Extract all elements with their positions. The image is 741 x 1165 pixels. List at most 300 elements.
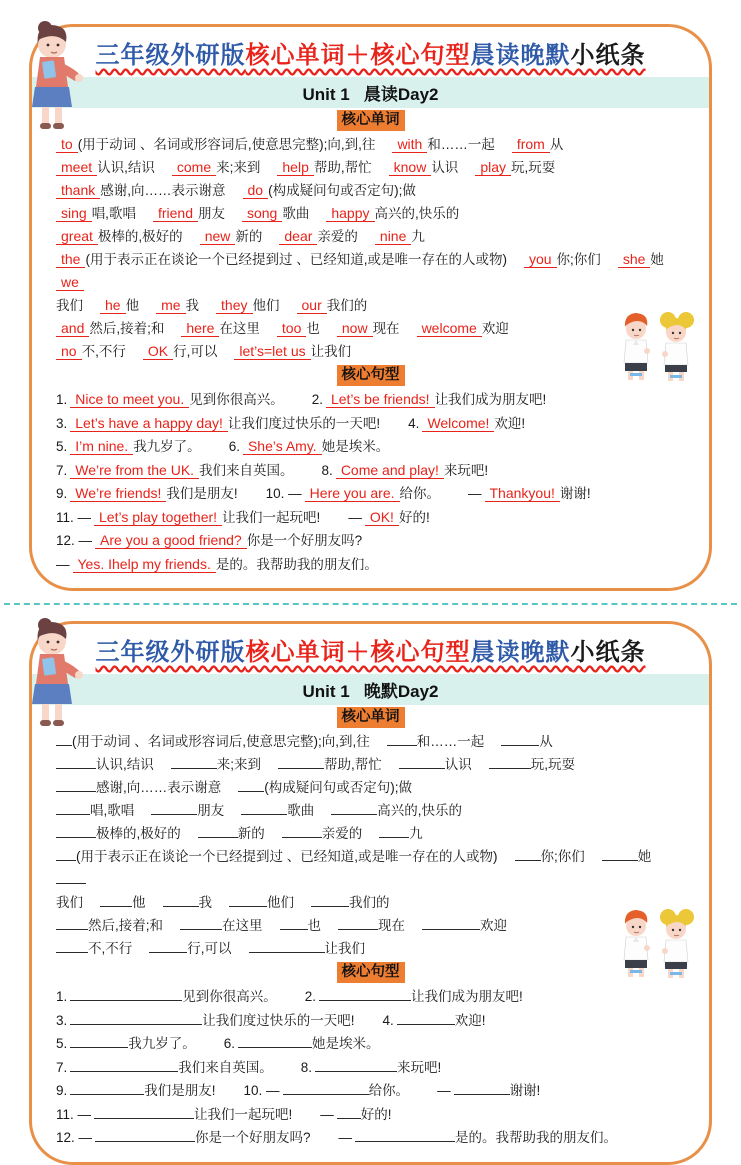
answer-blank (95, 1129, 195, 1142)
section-tag-core-sentences: 核心句型 (337, 962, 405, 983)
text-line (56, 730, 685, 753)
answer-blank (56, 756, 96, 769)
entry (56, 776, 221, 799)
sentence-list (56, 388, 685, 576)
answer-text: Here you are. (305, 485, 400, 502)
text-line (56, 1126, 685, 1150)
answer-blank (149, 940, 187, 953)
entry (229, 435, 390, 459)
answer-blank (70, 1012, 202, 1025)
entry (143, 340, 218, 363)
answer-text: welcome (417, 320, 482, 337)
chinese-meaning: 让我们一起玩吧! (194, 1106, 293, 1122)
entry (331, 799, 462, 822)
item-number: 1. (56, 392, 68, 407)
item-number: 4. (408, 415, 420, 431)
chinese-meaning: 帮助,帮忙 (324, 757, 382, 772)
answer-text: Let’s play together! (94, 509, 222, 526)
entry (56, 985, 277, 1009)
entry (515, 845, 585, 868)
entry (56, 133, 375, 156)
answer-text: song (242, 205, 282, 222)
chinese-meaning: 欢迎! (454, 1012, 486, 1028)
answer-text: no (56, 343, 82, 360)
chinese-meaning: 让我们成为朋友吧! (411, 989, 523, 1004)
answer-blank (454, 1082, 510, 1095)
answer-blank (515, 848, 541, 861)
chinese-meaning: 来玩吧! (443, 462, 489, 478)
chinese-meaning: 我 (198, 895, 212, 910)
item-number: 1. (56, 989, 68, 1004)
chinese-meaning: 行,可以 (173, 344, 218, 359)
answer-blank (249, 940, 325, 953)
answer-text: play (475, 159, 511, 176)
answer-blank (70, 1059, 178, 1072)
title-segment: 晨读晚默 (470, 639, 571, 666)
chinese-meaning: 在这里 (219, 321, 260, 336)
chinese-meaning: 我九岁了。 (128, 1036, 196, 1051)
item-number: 9. (56, 486, 68, 501)
entry (56, 1009, 355, 1033)
item-number: 10. — (243, 1083, 280, 1098)
chinese-meaning: 不,不行 (81, 344, 126, 359)
chinese-meaning: 欢迎 (480, 918, 508, 933)
item-number: — (348, 509, 362, 525)
chinese-meaning: 他们 (252, 298, 280, 313)
answer-text: too (277, 320, 306, 337)
answer-blank (280, 917, 308, 930)
page-title (56, 630, 685, 667)
chinese-meaning: 和……一起 (427, 137, 495, 152)
entry (151, 799, 224, 822)
chinese-meaning: 现在 (378, 918, 406, 933)
answer-text: dear (279, 228, 317, 245)
chinese-meaning: 欢迎! (494, 415, 526, 431)
entry (56, 271, 84, 294)
text-line (56, 412, 685, 436)
entry (322, 459, 489, 483)
chinese-meaning: 让我们一起玩吧! (222, 509, 321, 525)
item-number: 6. (223, 1036, 236, 1051)
entry (238, 776, 412, 799)
answer-blank (151, 802, 197, 815)
chinese-meaning: 来;来到 (216, 757, 262, 772)
chinese-meaning: 我们的 (326, 298, 368, 313)
answer-blank (283, 1082, 369, 1095)
answer-text: you (524, 251, 557, 268)
item-number: 7. (56, 1059, 68, 1075)
entry (56, 482, 238, 506)
chinese-meaning: 亲爱的 (317, 229, 358, 244)
item-number: 3. (56, 1012, 68, 1028)
chinese-meaning: 极棒的,极好的 (96, 826, 181, 841)
section-tag-core-sentences: 核心句型 (337, 365, 405, 386)
entry (56, 225, 183, 248)
answer-text: Let’s be friends! (326, 391, 435, 408)
chinese-meaning: 九 (411, 229, 425, 244)
chinese-meaning: 你;你们 (540, 849, 585, 864)
entry (56, 294, 83, 317)
chinese-meaning: 让我们成为朋友吧! (434, 392, 547, 407)
item-number: 11. — (56, 1106, 92, 1122)
chinese-meaning: 好的! (360, 1106, 392, 1122)
chinese-meaning: 他 (125, 298, 140, 313)
text-line (56, 317, 685, 340)
chinese-meaning: 让我们度过快乐的一天吧! (202, 1012, 355, 1028)
chinese-meaning: 谢谢! (559, 486, 591, 501)
entry (326, 202, 459, 225)
chinese-meaning: 不,不行 (88, 941, 133, 956)
entry (224, 1032, 380, 1056)
answer-text: meet (56, 159, 97, 176)
chinese-meaning: 认识,结识 (97, 160, 155, 175)
chinese-meaning: (用于动词 、名词或形容词后,使意思完整);向,到,往 (72, 734, 370, 749)
chinese-meaning: 我们是朋友! (166, 486, 238, 501)
entry (149, 937, 231, 960)
title-segment: 三年级外研版 (95, 639, 246, 666)
entry (56, 1032, 196, 1056)
entry (277, 156, 371, 179)
answer-text: happy (326, 205, 374, 222)
chinese-meaning: 九 (409, 826, 423, 841)
answer-blank (56, 848, 76, 861)
answer-blank (238, 1035, 312, 1048)
section-tag-core-words: 核心单词 (337, 707, 405, 728)
chinese-meaning: 欢迎 (481, 321, 509, 336)
chinese-meaning: 让我们 (324, 941, 366, 956)
answer-blank (311, 894, 349, 907)
text-line (56, 156, 685, 179)
chinese-meaning: 给你。 (399, 486, 440, 501)
entry (56, 799, 134, 822)
chinese-meaning: 让我们 (310, 344, 352, 359)
entry (56, 553, 378, 577)
entry (437, 1079, 540, 1103)
entry (243, 179, 416, 202)
text-line (56, 294, 685, 317)
text-line (56, 202, 685, 225)
text-line (56, 753, 685, 776)
entry (339, 1126, 618, 1150)
entry (408, 412, 525, 436)
chinese-meaning: 你;你们 (556, 252, 601, 267)
entry (320, 1103, 391, 1127)
entry (301, 1056, 442, 1080)
answer-text: help (277, 159, 313, 176)
answer-blank (399, 756, 445, 769)
answer-text: now (337, 320, 373, 337)
text-line (56, 133, 685, 156)
item-number: 2. (311, 392, 323, 407)
entry (181, 317, 260, 340)
kids-mascots-icon (620, 904, 694, 996)
entry (489, 753, 575, 776)
chinese-meaning: 玩,玩耍 (530, 757, 576, 772)
answer-blank (56, 802, 90, 815)
answer-blank (331, 802, 377, 815)
chinese-meaning: 唱,歌唱 (90, 803, 135, 818)
section-tag-core-words: 核心单词 (337, 110, 405, 131)
chinese-meaning: 我们来自英国。 (178, 1059, 273, 1075)
text-line (56, 482, 685, 506)
worksheet-page (0, 24, 741, 1165)
answer-blank (198, 825, 238, 838)
chinese-meaning: 我们来自英国。 (199, 462, 294, 478)
chinese-meaning: 我们 (56, 298, 83, 313)
chinese-meaning: 歌曲 (282, 206, 310, 221)
text-line (56, 914, 685, 937)
text-line (56, 340, 685, 363)
entry (56, 1126, 311, 1150)
entry (338, 914, 405, 937)
text-line (56, 529, 685, 576)
answer-text: Nice to meet you. (70, 391, 189, 408)
entry (56, 435, 201, 459)
answer-text: know (389, 159, 432, 176)
chinese-meaning: 也 (307, 918, 322, 933)
text-line (56, 845, 685, 891)
entry (171, 753, 261, 776)
text-line (56, 776, 685, 799)
entry (234, 340, 351, 363)
word-list (56, 133, 685, 363)
text-line (56, 985, 685, 1009)
chinese-meaning: 是的。我帮助我的朋友们。 (215, 556, 378, 572)
text-line (56, 799, 685, 822)
entry (297, 294, 368, 317)
chinese-meaning: 我们的 (349, 895, 390, 910)
answer-text: OK! (365, 509, 399, 526)
entry (100, 891, 146, 914)
chinese-meaning: (用于表示正在谈论一个已经提到过 、已经知道,或是唯一存在的人或物) (76, 849, 498, 864)
answer-blank (278, 756, 324, 769)
entry (422, 914, 507, 937)
chinese-meaning: 高兴的,快乐的 (377, 803, 463, 818)
text-line (56, 1009, 685, 1033)
chinese-meaning: 行,可以 (187, 941, 232, 956)
answer-blank (56, 733, 72, 746)
answer-text: he (100, 297, 126, 314)
answer-text: and (56, 320, 89, 337)
chinese-meaning: 来;来到 (216, 160, 261, 175)
entry (379, 822, 423, 845)
entry (56, 248, 507, 271)
entry (56, 1103, 292, 1127)
chinese-meaning: 玩,玩耍 (511, 160, 556, 175)
answer-text: new (200, 228, 236, 245)
entry (56, 340, 126, 363)
entry (524, 248, 601, 271)
answer-blank (171, 756, 217, 769)
chinese-meaning: 新的 (237, 826, 265, 841)
text-line (56, 891, 685, 914)
text-line (56, 248, 685, 294)
chinese-meaning: (构成疑问句或否定句);做 (264, 780, 413, 795)
answer-blank (56, 779, 96, 792)
chinese-meaning: 见到你很高兴。 (189, 392, 284, 407)
answer-blank (56, 871, 86, 884)
answer-blank (355, 1129, 455, 1142)
entry (156, 294, 199, 317)
answer-blank (180, 917, 222, 930)
chinese-meaning: 认识 (431, 160, 459, 175)
entry (56, 459, 294, 483)
text-line (56, 388, 685, 412)
entry (280, 914, 322, 937)
chinese-meaning: 谢谢! (509, 1083, 541, 1098)
answer-blank (100, 894, 132, 907)
item-number: — (56, 556, 70, 572)
answer-text: here (181, 320, 219, 337)
entry (229, 891, 294, 914)
entry (277, 317, 320, 340)
text-line (56, 822, 685, 845)
entry (56, 822, 181, 845)
chinese-meaning: 我九岁了。 (133, 439, 201, 454)
item-number: 4. (382, 1012, 394, 1028)
answer-text: friend (153, 205, 198, 222)
entry (383, 1009, 486, 1033)
entry (56, 730, 370, 753)
entry (56, 1056, 273, 1080)
entry (56, 914, 163, 937)
entry (56, 937, 132, 960)
answer-text: me (156, 297, 185, 314)
item-number: 12. — (56, 1130, 93, 1145)
answer-text: we (56, 274, 84, 291)
answer-text: We’re from the UK. (70, 462, 199, 479)
answer-blank (422, 917, 480, 930)
chinese-meaning: 她是埃米。 (321, 439, 390, 454)
answer-blank (70, 988, 182, 1001)
answer-text: We’re friends! (70, 485, 166, 502)
chinese-meaning: 唱,歌唱 (91, 206, 136, 221)
chinese-meaning: 认识,结识 (96, 757, 154, 772)
item-number: 11. — (56, 509, 92, 525)
item-number: — (437, 1083, 451, 1098)
entry (387, 730, 485, 753)
text-line (56, 435, 685, 459)
answer-text: with (392, 136, 427, 153)
answer-blank (56, 825, 96, 838)
answer-blank (397, 1012, 455, 1025)
answer-blank (315, 1059, 397, 1072)
chinese-meaning: 然后,接着;和 (89, 321, 165, 336)
entry (100, 294, 139, 317)
entry (468, 482, 591, 506)
item-number: 12. — (56, 533, 93, 548)
answer-text: Yes. Ihelp my friends. (73, 556, 216, 573)
text-line (56, 506, 685, 530)
chinese-meaning: 他们 (267, 895, 294, 910)
entry (241, 799, 314, 822)
entry (475, 156, 555, 179)
answer-text: Let’s have a happy day! (70, 415, 228, 432)
entry (163, 891, 213, 914)
entry (56, 202, 136, 225)
answer-text: come (172, 159, 216, 176)
answer-blank (56, 917, 88, 930)
teacher-mascot-icon (18, 614, 88, 732)
chinese-meaning: 是的。我帮助我的朋友们。 (455, 1130, 618, 1145)
chinese-meaning: 好的! (398, 509, 430, 525)
chinese-meaning: 给你。 (368, 1083, 410, 1098)
entry (348, 506, 429, 530)
entry (279, 225, 358, 248)
item-number: — (320, 1106, 334, 1122)
kids-mascots-icon (620, 307, 694, 399)
entry (399, 753, 472, 776)
item-number: — (468, 486, 482, 501)
answer-text: do (243, 182, 269, 199)
entry (266, 482, 440, 506)
answer-blank (337, 1106, 361, 1119)
chinese-meaning: 她 (650, 252, 664, 267)
answer-text: from (512, 136, 550, 153)
answer-blank (238, 779, 264, 792)
chinese-meaning: 我们 (56, 895, 83, 910)
chinese-meaning: 也 (306, 321, 320, 336)
chinese-meaning: 她是埃米。 (312, 1036, 380, 1051)
answer-blank (94, 1106, 194, 1119)
page-title (56, 33, 685, 70)
text-line (56, 179, 685, 202)
entry (512, 133, 564, 156)
text-line (56, 937, 685, 960)
chinese-meaning: (用于表示正在谈论一个已经提到过 、已经知道,或是唯一存在的人或物) (85, 252, 507, 267)
entry (305, 985, 523, 1009)
chinese-meaning: 高兴的,快乐的 (374, 206, 460, 221)
chinese-meaning: 让我们度过快乐的一天吧! (227, 415, 381, 431)
panel-morning-reading (29, 24, 712, 591)
item-number: 10. — (265, 486, 302, 501)
panel-evening-dictation (29, 621, 712, 1165)
answer-blank (501, 733, 539, 746)
answer-text: I’m nine. (70, 438, 133, 455)
title-segment: 核心单词＋核心句型 (245, 42, 471, 69)
answer-blank (229, 894, 267, 907)
entry (56, 317, 164, 340)
sentence-blank-list (56, 985, 685, 1150)
chinese-meaning: 感谢,向……表示谢意 (96, 780, 222, 795)
item-number: — (338, 1130, 353, 1145)
entry (278, 753, 382, 776)
chinese-meaning: 帮助,帮忙 (313, 160, 372, 175)
entry (180, 914, 263, 937)
word-blank-list (56, 730, 685, 960)
entry (198, 822, 265, 845)
entry (56, 845, 498, 868)
unit-header-morning: Unit 1 晨读Day2 (32, 77, 709, 108)
text-line (56, 1032, 685, 1056)
chinese-meaning: 你是一个好朋友吗? (246, 533, 363, 548)
chinese-meaning: 他 (132, 895, 146, 910)
answer-text: the (56, 251, 85, 268)
entry (56, 1079, 216, 1103)
answer-blank (338, 917, 378, 930)
entry (56, 868, 86, 891)
chinese-meaning: 你是一个好朋友吗? (195, 1130, 311, 1145)
entry (249, 937, 366, 960)
answer-text: to (56, 136, 78, 153)
chinese-meaning: 我 (185, 298, 200, 313)
entry (312, 388, 547, 412)
item-number: 5. (56, 439, 68, 454)
entry (501, 730, 553, 753)
unit-header-evening: Unit 1 晚默Day2 (32, 674, 709, 705)
answer-text: OK (143, 343, 173, 360)
answer-text: our (297, 297, 327, 314)
